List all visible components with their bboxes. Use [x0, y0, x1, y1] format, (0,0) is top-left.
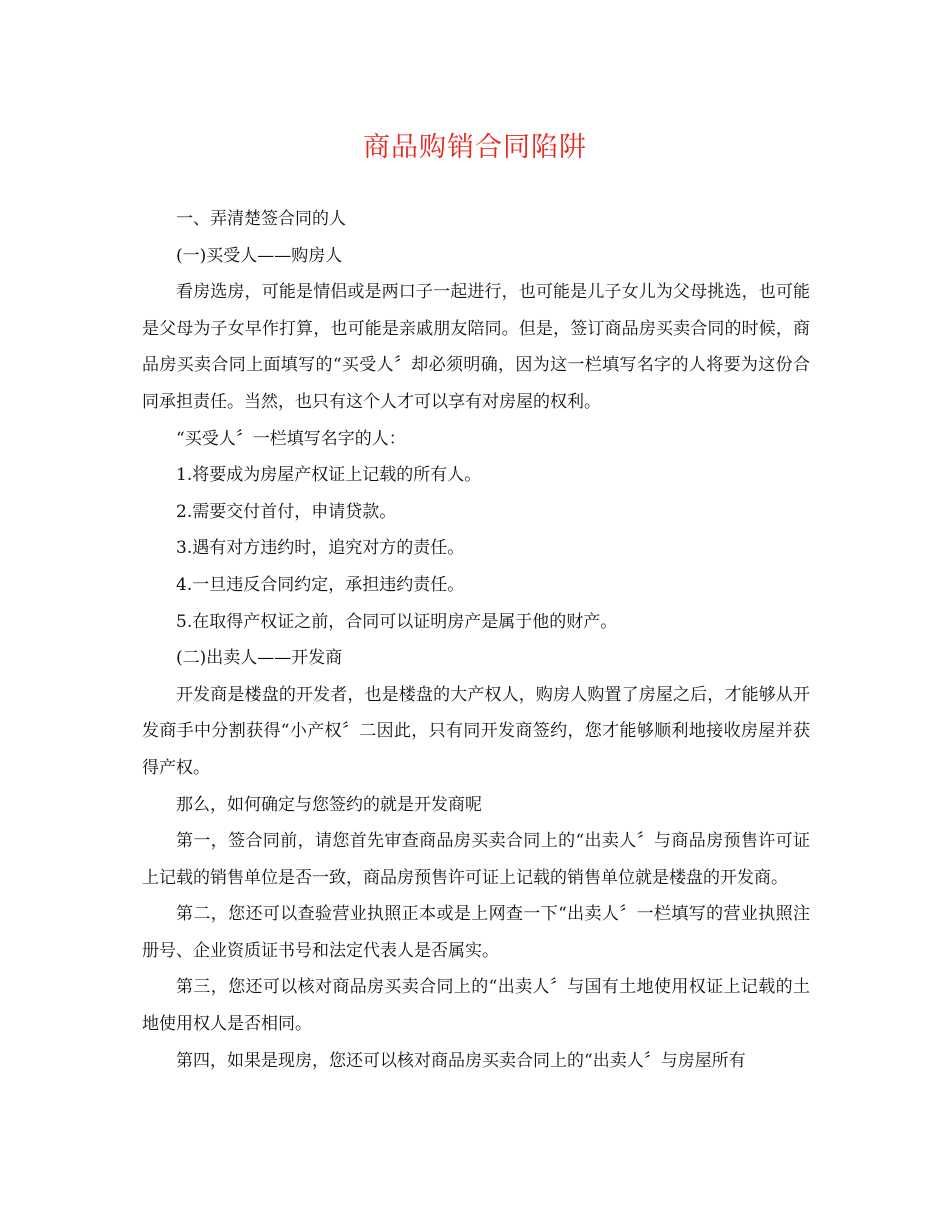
- list-item: 3.遇有对方违约时，追究对方的责任。: [176, 538, 465, 559]
- paragraph: 开发商是楼盘的开发者，也是楼盘的大产权人，购房人购置了房屋之后，才能够从开发商手中分割获得“小产权〞二因此，只有同开发商签约，您才能够顺利地接收房屋并获得产权。: [142, 684, 810, 778]
- list-item: 2.需要交付首付，申请贷款。: [176, 501, 397, 522]
- paragraph: 那么，如何确定与您签约的就是开发商呢: [176, 794, 482, 815]
- paragraph: 第二，您还可以查验营业执照正本或是上网查一下“出卖人〞一栏填写的营业执照注册号、企业资质证书号和法定代表人是否属实。: [142, 904, 810, 961]
- list-item: 5.在取得产权证之前，合同可以证明房产是属于他的财产。: [176, 611, 618, 632]
- paragraph: 第三，您还可以核对商品房买卖合同上的“出卖人〞与国有土地使用权证上记载的土地使用权人是否相同。: [142, 977, 810, 1035]
- subsection-heading: (一)买受人——购房人: [176, 245, 343, 266]
- paragraph: 看房选房，可能是情侣或是两口子一起进行，也可能是儿子女儿为父母挑选，也可能是父母为子女早作打算，也可能是亲戚朋友陪同。但是，签订商品房买卖合同的时候，商品房买卖合同上面填写的“买受人〞却必须明确，因为这一栏填写名字的人将要为这份合同承担责任。当然，也只有这个人才可以享有对房屋的权利。: [142, 282, 810, 412]
- paragraph: 第一，签合同前，请您首先审查商品房买卖合同上的“出卖人〞与商品房预售许可证上记载的销售单位是否一致，商品房预售许可证上记载的销售单位就是楼盘的开发商。: [142, 831, 810, 888]
- subsection-heading: (二)出卖人——开发商: [176, 648, 343, 669]
- list-item: 1.将要成为房屋产权证上记载的所有人。: [176, 465, 482, 486]
- paragraph: “买受人〞一栏填写名字的人：: [176, 428, 406, 449]
- paragraph: 第四，如果是现房，您还可以核对商品房买卖合同上的“出卖人〞与房屋所有: [176, 1050, 746, 1071]
- document-title: 商品购销合同陷阱: [363, 132, 587, 163]
- section-heading: 一、弄清楚签合同的人: [176, 209, 346, 229]
- list-item: 4.一旦违反合同约定，承担违约责任。: [176, 574, 465, 595]
- document-body: [142, 201, 810, 1079]
